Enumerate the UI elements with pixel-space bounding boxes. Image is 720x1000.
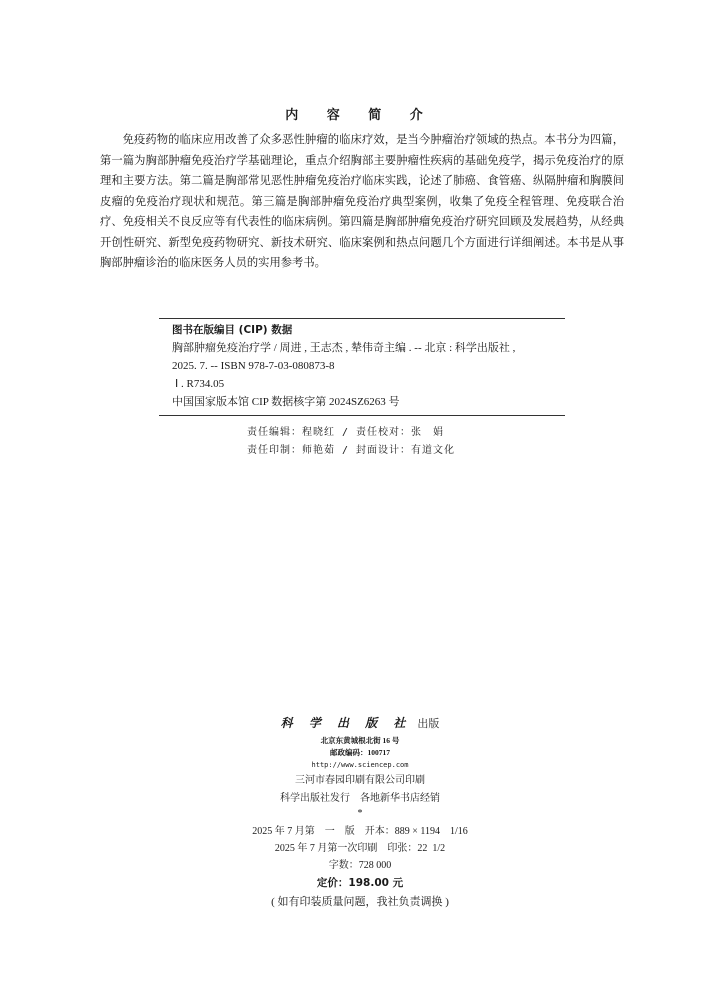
- cip-title-line: 胸部肿瘤免疫治疗学 / 周进 , 王志杰 , 辇伟奇主编 . -- 北京 : 科学出版社 ,: [172, 342, 516, 354]
- separator-star: *: [357, 808, 363, 819]
- publisher-line: [0, 714, 720, 733]
- edition-line: 2025 年 7 月第 一 版 开本：889 × 1194 1/16: [252, 826, 468, 837]
- summary-title: 内 容 简 介: [285, 108, 435, 123]
- replacement-notice: ( 如有印装质量问题，我社负责调换 ): [271, 896, 449, 908]
- colophon: [0, 714, 720, 911]
- publisher-address: 北京东黄城根北街 16 号: [320, 736, 400, 745]
- publisher-suffix: 出版: [417, 718, 440, 730]
- publisher-website: http://www.sciencep.com: [311, 761, 409, 769]
- cip-isbn-line: 2025. 7. -- ISBN 978-7-03-080873-8: [172, 360, 335, 372]
- editors-line-2: 责任印制：师艳茹 / 封面设计：有道文化: [247, 445, 456, 456]
- cip-record-line: 中国国家版本馆 CIP 数据核字第 2024SZ6263 号: [172, 396, 400, 408]
- cip-heading: 图书在版编目 (CIP) 数据: [172, 324, 293, 336]
- price-line: 定价：198.00 元: [316, 877, 404, 889]
- printer-line: 三河市春园印刷有限公司印刷: [295, 775, 425, 786]
- word-count-line: 字数：728 000: [328, 860, 392, 871]
- cip-classification-line: Ⅰ . R734.05: [175, 378, 225, 390]
- summary-body: 免疫药物的临床应用改善了众多恶性肿瘤的临床疗效，是当今肿瘤治疗领域的热点。本书分为四篇，第一篇为胸部肿瘤免疫治疗学基础理论，重点介绍胸部主要肿瘤性疾病的基础免疫学，揭示免疫治疗的原理和主要方法。第二篇是胸部常见恶性肿瘤免疫治疗临床实践，论述了肺癌、食管癌、纵隔肿瘤和胸膜间皮瘤的免疫治疗现状和规范。第三篇是胸部肿瘤免疫治疗典型案例，收集了免疫全程管理、免疫联合治疗、免疫相关不良反应等有代表性的临床病例。第四篇是胸部肿瘤免疫治疗研究回顾及发展趋势，从经典开创性研究、新型免疫药物研究、新技术研究、临床案例和热点问题几个方面进行详细阐述。本书是从事胸部肿瘤诊治的临床医务人员的实用参考书。: [100, 133, 624, 269]
- distribution-line: 科学出版社发行 各地新华书店经销: [280, 793, 440, 804]
- printing-line: 2025 年 7 月第一次印刷 印张：22 1/2: [274, 843, 446, 854]
- publisher-postcode: 邮政编码：100717: [330, 748, 390, 757]
- editors-block: [247, 424, 455, 460]
- editors-line-1: 责任编辑：程晓红 / 责任校对：张 娟: [247, 427, 445, 438]
- publisher-logo-text: 科 学 出 版 社: [280, 716, 412, 730]
- cip-block: [159, 318, 565, 416]
